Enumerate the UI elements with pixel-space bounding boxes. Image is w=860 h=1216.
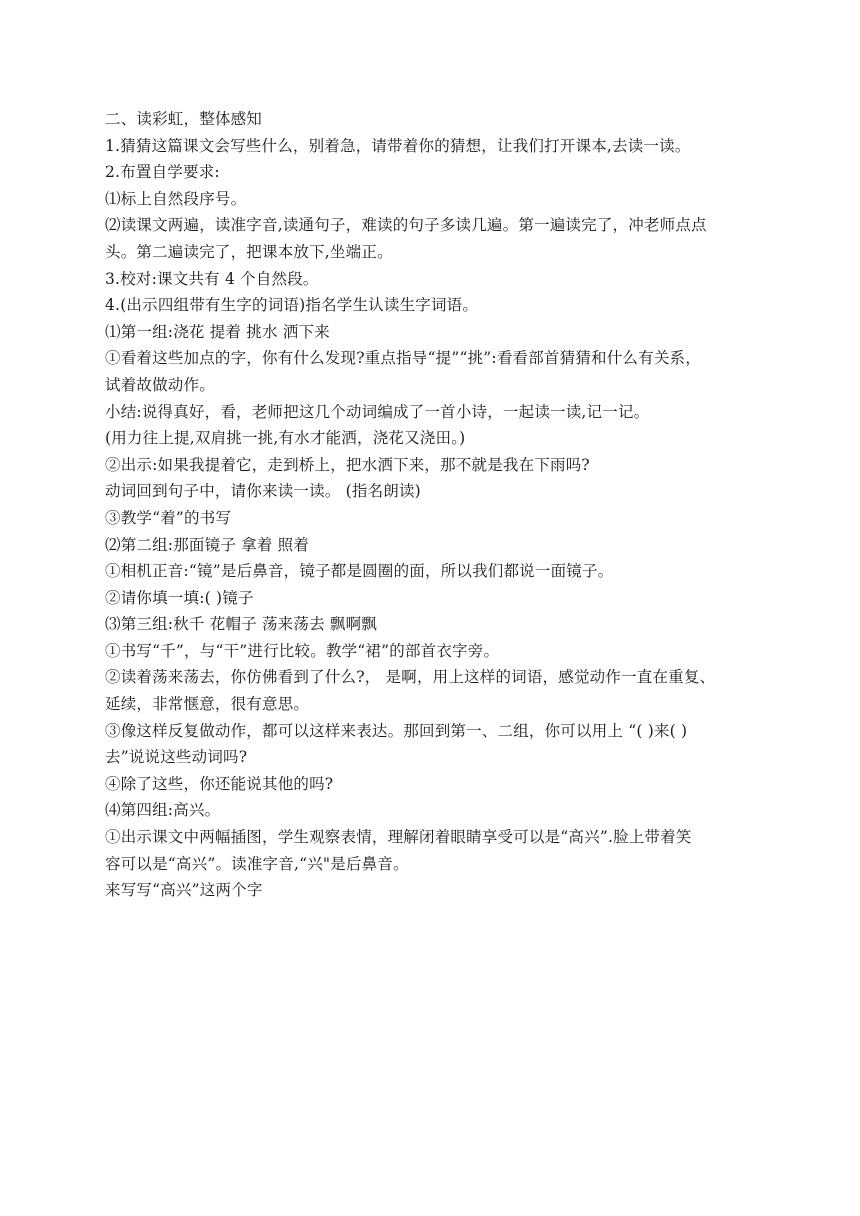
paragraph-line: 1.猜猜这篇课文会写些什么，别着急，请带着你的猜想，让我们打开课本,去读一读。 xyxy=(105,136,691,155)
paragraph-line: 动词回到句子中，请你来读一读。 (指名朗读) xyxy=(105,482,421,501)
paragraph-line: ⑴标上自然段序号。 xyxy=(105,189,247,208)
paragraph-line: 试着故做动作。 xyxy=(105,375,215,394)
paragraph-line: ②读着荡来荡去，你仿佛看到了什么?， 是啊，用上这样的词语，感觉动作一直在重复、 xyxy=(105,668,716,687)
paragraph-line: 延续，非常惬意，很有意思。 xyxy=(105,695,310,714)
paragraph-line: ②请你填一填:( )镜子 xyxy=(105,588,254,607)
paragraph-line: 4.(出示四组带有生字的词语)指名学生认读生字词语。 xyxy=(105,296,479,315)
paragraph-line: ⑴第一组:浇花 提着 挑水 洒下来 xyxy=(105,322,330,341)
paragraph-line: ①看着这些加点的字，你有什么发现?重点指导“提”“挑”:看看部首猜猜和什么有关系， xyxy=(105,349,701,368)
paragraph-line: ⑵读课文两遍，读准字音,读通句子，难读的句子多读几遍。第一遍读完了，冲老师点点 xyxy=(105,216,707,235)
paragraph-line: 容可以是“高兴”。读准字音,“兴"是后鼻音。 xyxy=(105,854,409,873)
paragraph-line: ⑶第三组:秋千 花帽子 荡来荡去 飘啊飘 xyxy=(105,615,378,634)
paragraph-line: ①书写“千”，与“干”进行比较。教学“裙”的部首衣字旁。 xyxy=(105,641,500,660)
paragraph-line: ①出示课文中两幅插图，学生观察表情，理解闭着眼睛享受可以是“高兴”.脸上带着笑 xyxy=(105,828,692,847)
paragraph-line: ③像这样反复做动作，都可以这样来表达。那回到第一、二组，你可以用上 “( )来( ) xyxy=(105,721,688,740)
paragraph-line: 小结:说得真好，看，老师把这几个动词编成了一首小诗，一起读一读,记一记。 xyxy=(105,402,650,421)
paragraph-line: ④除了这些，你还能说其他的吗? xyxy=(105,774,334,793)
paragraph-line: 头。第二遍读完了，把课本放下,坐端正。 xyxy=(105,242,393,261)
paragraph-line: ②出示:如果我提着它，走到桥上，把水洒下来，那不就是我在下雨吗? xyxy=(105,455,590,474)
paragraph-line: ⑵第二组:那面镜子 拿着 照着 xyxy=(105,535,310,554)
paragraph-line: ①相机正音:“镜”是后鼻音，镜子都是圆圈的面，所以我们都说一面镜子。 xyxy=(105,562,614,581)
paragraph-line: 3.校对:课文共有 4 个自然段。 xyxy=(105,269,319,288)
paragraph-line: ⑷第四组:高兴。 xyxy=(105,801,221,820)
paragraph-line: 去”说说这些动词吗? xyxy=(105,748,248,767)
paragraph-line: 2.布置自学要求: xyxy=(105,163,220,182)
section-heading: 二、读彩虹，整体感知 xyxy=(105,110,263,128)
paragraph-line: ③教学“着”的书写 xyxy=(105,508,232,527)
paragraph-line: (用力往上提,双肩挑一挑,有水才能洒，浇花又浇田。) xyxy=(105,429,466,448)
document-body xyxy=(105,106,785,904)
paragraph-line: 来写写“高兴”这两个字 xyxy=(105,881,263,900)
